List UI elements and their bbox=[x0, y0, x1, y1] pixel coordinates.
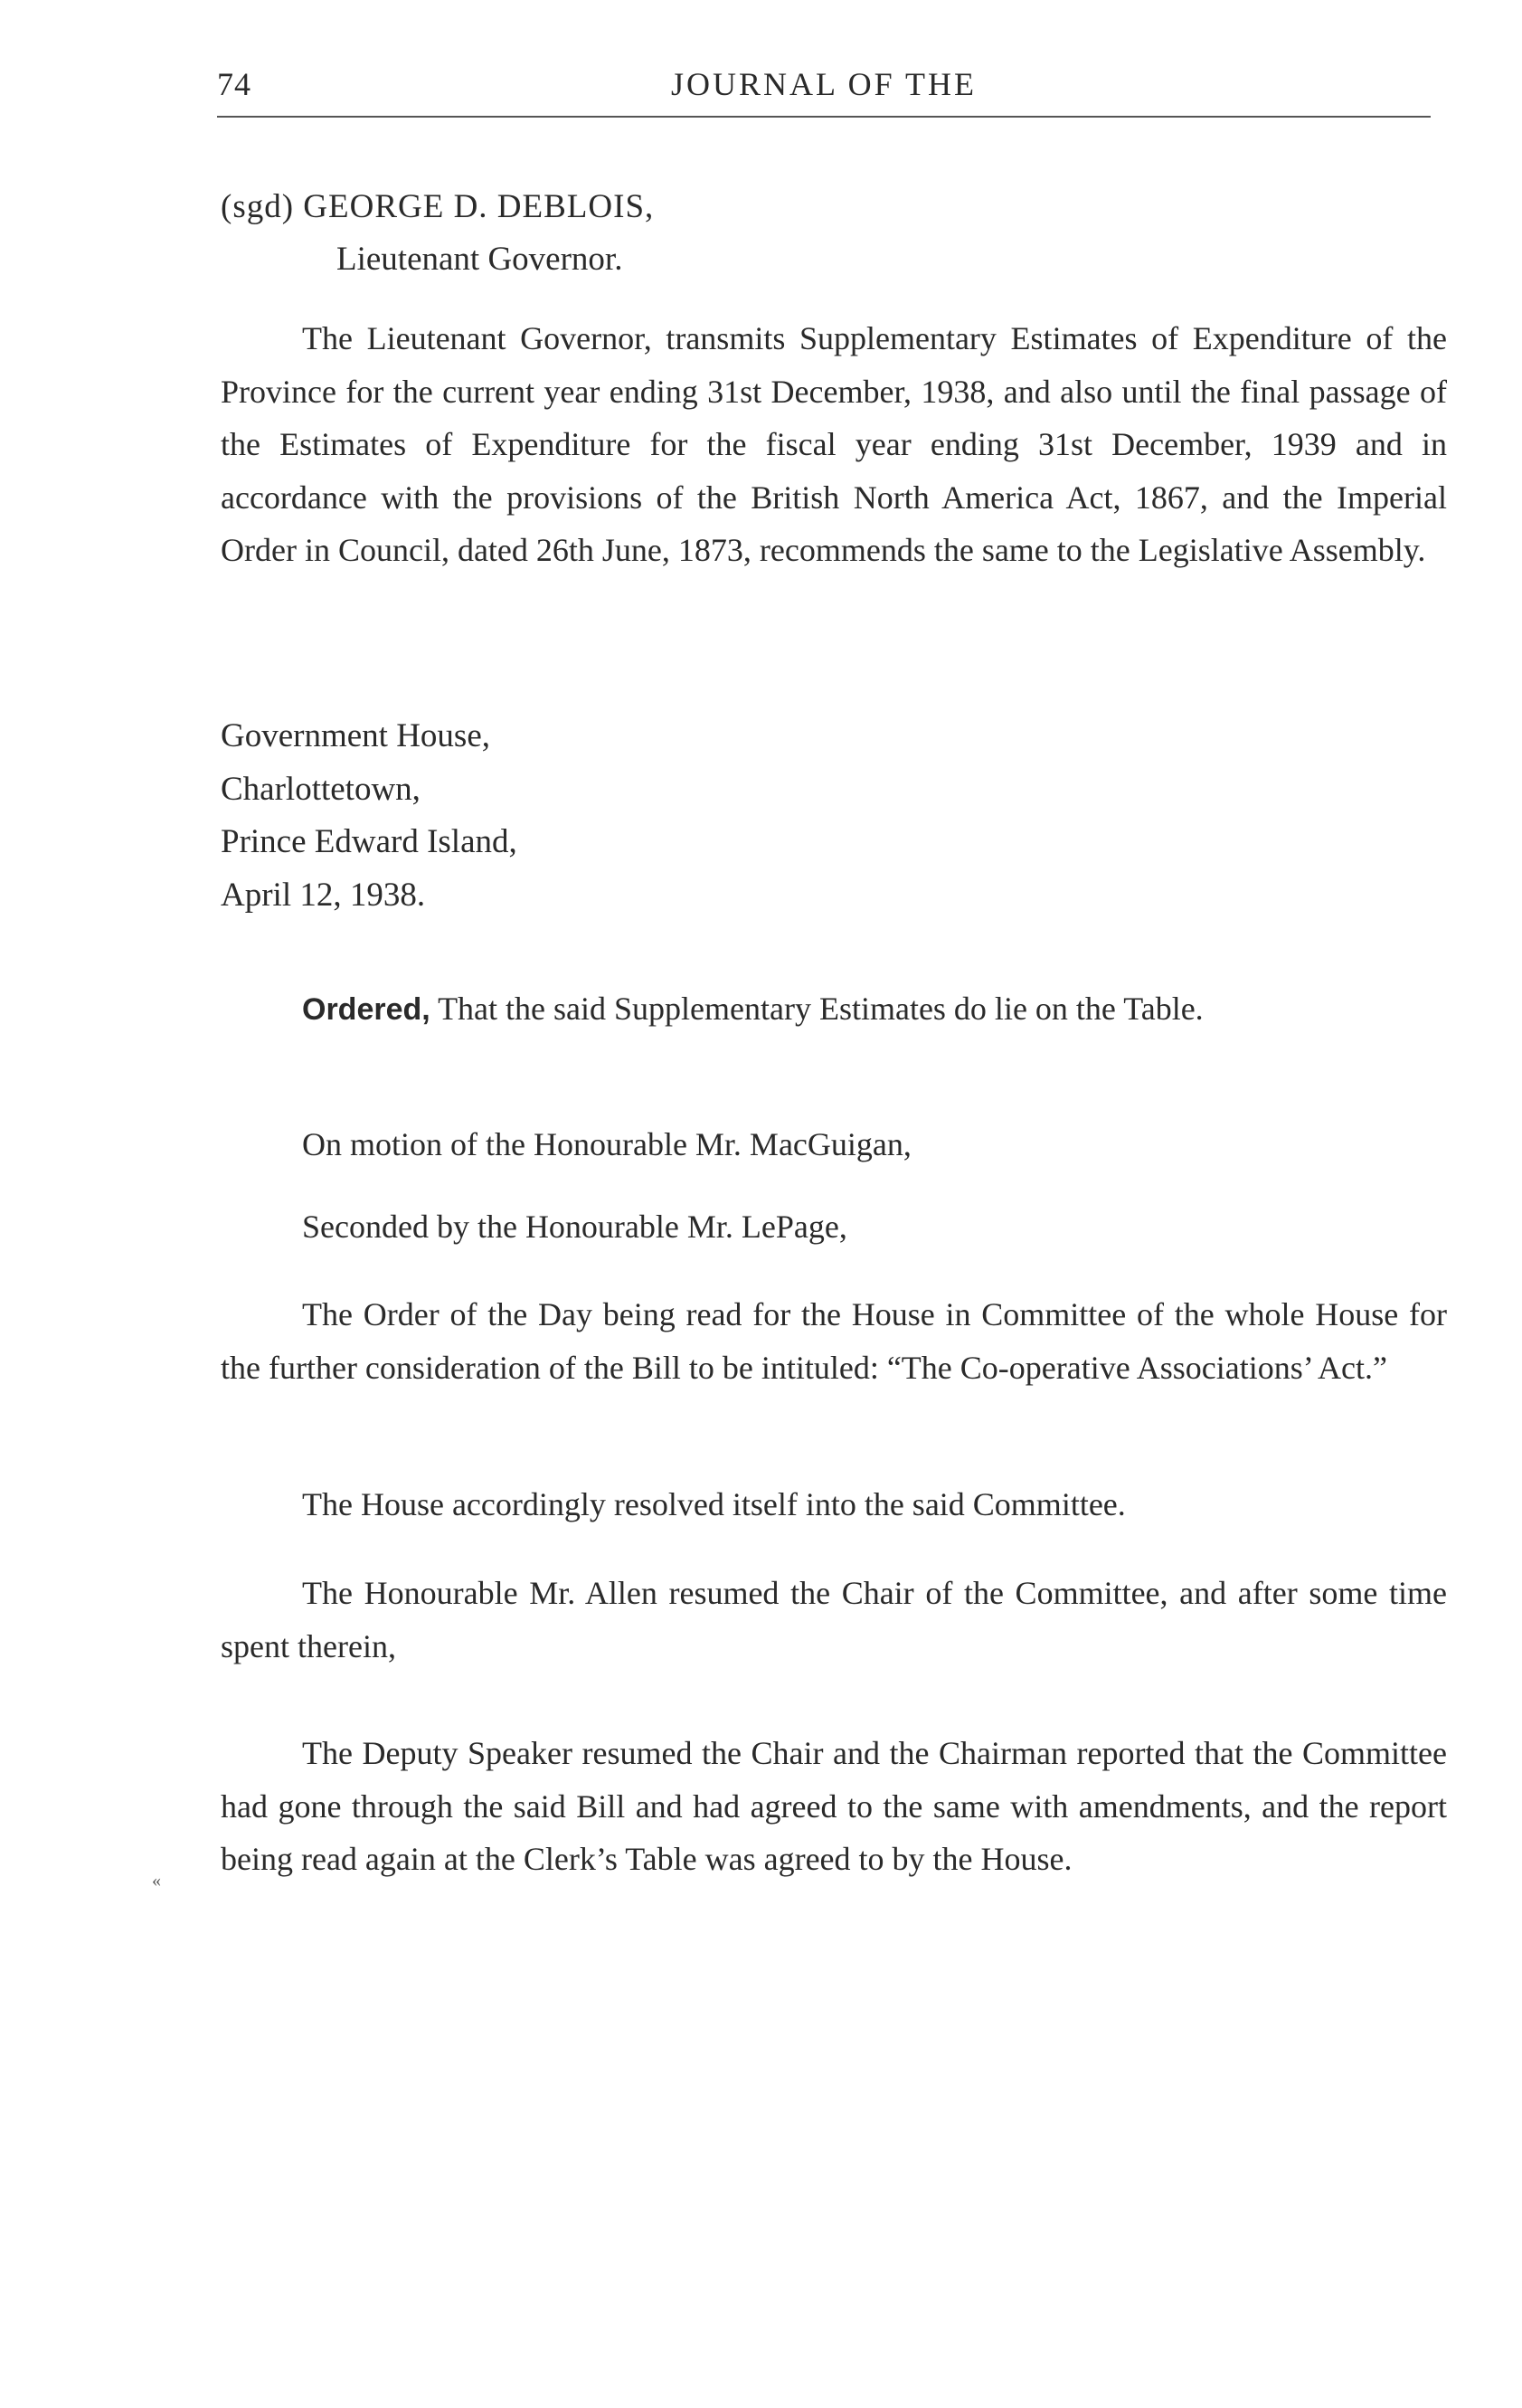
address-line: Prince Edward Island, bbox=[221, 823, 517, 860]
address-line: Charlottetown, bbox=[221, 770, 421, 808]
order-of-day-paragraph: The Order of the Day being read for the House in Committee of the whole House for the further consideration of the Bill to be intituled: “The Co-operative Associations’ Act.” bbox=[221, 1296, 1447, 1386]
ordered-lead: Ordered, bbox=[302, 992, 430, 1027]
report-paragraph: The Deputy Speaker resumed the Chair and the Chairman reported that the Committee had gone through the said Bill and had agreed to the same with amendments, and the report being read again at the Clerk’s Table was agreed to by the House. bbox=[221, 1735, 1447, 1877]
resolved-paragraph-block bbox=[221, 1478, 1447, 1531]
transmittal-paragraph-block bbox=[221, 312, 1447, 577]
ordered-paragraph-block bbox=[221, 982, 1447, 1037]
motion-paragraph-block bbox=[221, 1118, 1447, 1171]
page-header bbox=[217, 65, 1431, 119]
chair-paragraph: The Honourable Mr. Allen resumed the Chair of the Committee, and after some time spent therein, bbox=[221, 1575, 1447, 1664]
seconded-paragraph-block bbox=[221, 1200, 1447, 1254]
page-number: 74 bbox=[217, 66, 251, 102]
running-title: JOURNAL OF THE bbox=[670, 66, 977, 102]
seconded-paragraph: Seconded by the Honourable Mr. LePage, bbox=[302, 1209, 847, 1245]
address-line: Government House, bbox=[221, 717, 490, 754]
transmittal-paragraph: The Lieutenant Governor, transmits Supplementary Estimates of Expenditure of the Province for the current year ending 31st December, 1938, and also until the final passage of the Estimates of Expenditure for the fiscal year ending 31st December, 1939 and in accordance with the provisions of the British North America Act, 1867, and the Imperial Order in Council, dated 26th June, 1873, recommends the same to the Legislative Assembly. bbox=[221, 320, 1447, 568]
chair-paragraph-block bbox=[221, 1567, 1447, 1673]
signature-block bbox=[221, 181, 654, 286]
margin-mark: « bbox=[152, 1871, 161, 1891]
motion-paragraph: On motion of the Honourable Mr. MacGuigan, bbox=[302, 1126, 912, 1162]
ordered-paragraph bbox=[221, 982, 1447, 1037]
address-block bbox=[221, 710, 517, 922]
resolved-paragraph: The House accordingly resolved itself into the said Committee. bbox=[302, 1486, 1126, 1522]
address-line: April 12, 1938. bbox=[221, 876, 426, 914]
ordered-text: That the said Supplementary Estimates do lie on the Table. bbox=[430, 991, 1204, 1027]
signature-name: (sgd) GEORGE D. DEBLOIS, bbox=[221, 188, 655, 225]
order-of-day-paragraph-block bbox=[221, 1288, 1447, 1394]
header-rule bbox=[217, 116, 1431, 118]
signature-title: Lieutenant Governor. bbox=[336, 241, 623, 278]
report-paragraph-block bbox=[221, 1727, 1447, 1886]
